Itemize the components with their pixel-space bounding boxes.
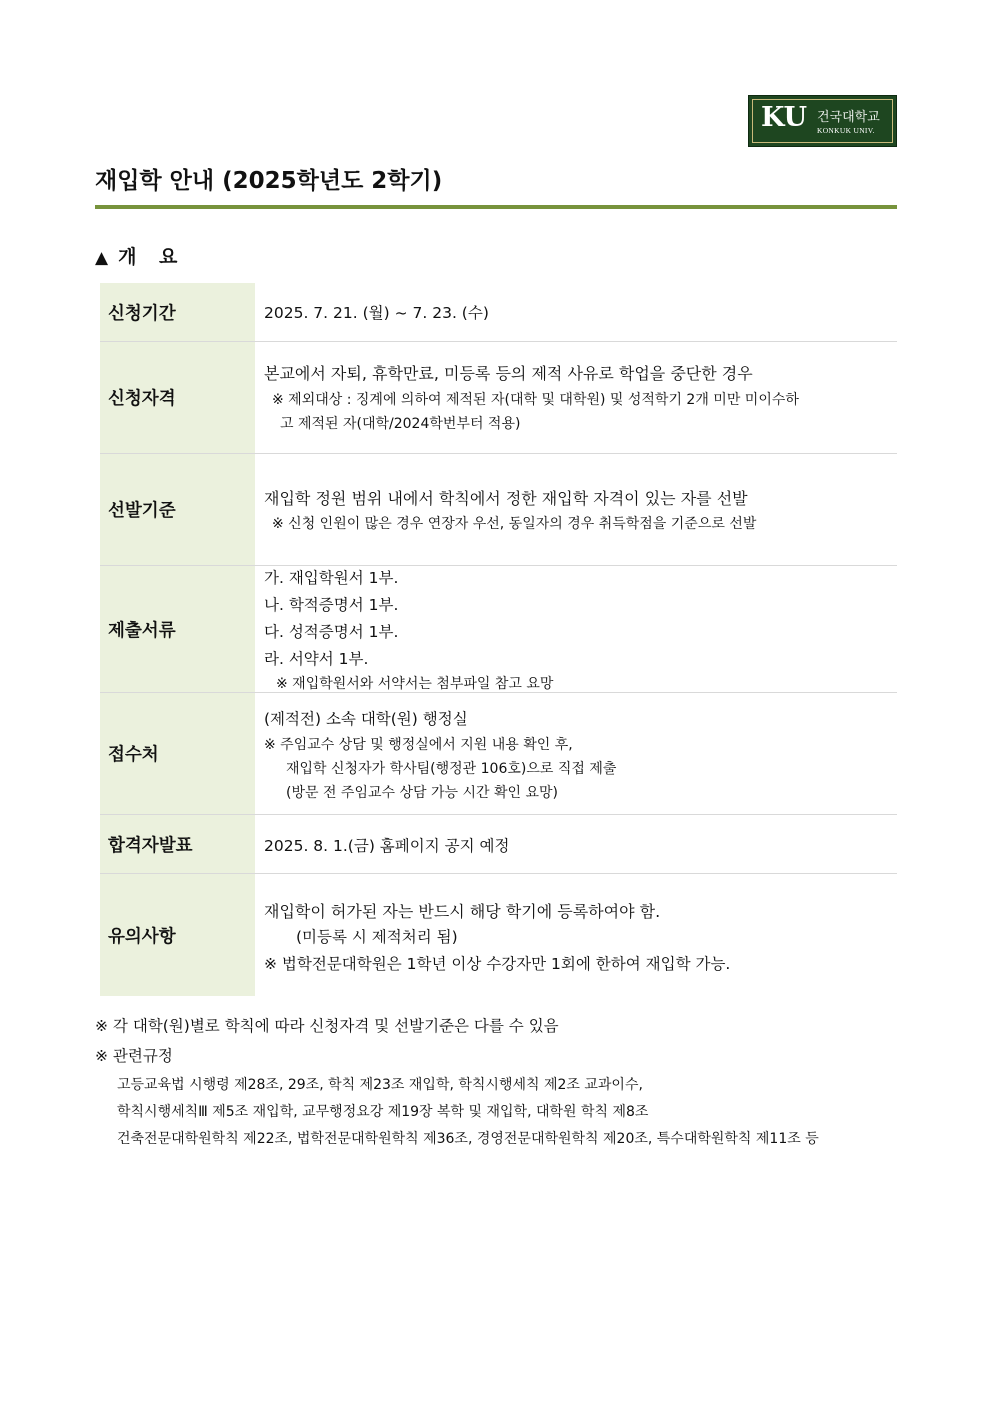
row-label-notes: 유의사항	[100, 874, 255, 996]
section-heading	[95, 242, 185, 269]
content-line: 재입학 신청자가 학사팀(행정관 106호)으로 직접 제출	[286, 761, 617, 777]
content-line: 본교에서 자퇴, 휴학만료, 미등록 등의 제적 사유로 학업을 중단한 경우	[264, 364, 753, 383]
content-line: 재입학 정원 범위 내에서 학칙에서 정한 재입학 자격이 있는 자를 선발	[264, 489, 748, 508]
content-line: (미등록 시 제적처리 됨)	[296, 928, 458, 946]
content-line: 라. 서약서 1부.	[264, 650, 369, 668]
regulation-line: 건축전문대학원학칙 제22조, 법학전문대학원학칙 제36조, 경영전문대학원학칙 제20조, 특수대학원학칙 제11조 등	[117, 1131, 819, 1147]
content-line: 재입학이 허가된 자는 반드시 해당 학기에 등록하여야 함.	[264, 902, 661, 921]
content-line: 나. 학적증명서 1부.	[264, 596, 399, 614]
footer-note: ※ 각 대학(원)별로 학칙에 따라 신청자격 및 선발기준은 다를 수 있음	[95, 1017, 559, 1035]
page-title: 재입학 안내 (2025학년도 2학기)	[95, 168, 443, 194]
university-logo	[748, 95, 897, 147]
footer-note-regulations: ※ 관련규정	[95, 1047, 173, 1065]
section-title: 개 요	[118, 246, 186, 268]
content-line: ※ 주임교수 상담 및 행정실에서 지원 내용 확인 후,	[264, 737, 573, 753]
content-line: ※ 법학전문대학원은 1학년 이상 수강자만 1회에 한하여 재입학 가능.	[264, 955, 731, 973]
content-line: ※ 재입학원서와 서약서는 첨부파일 참고 요망	[276, 676, 554, 692]
row-label-result-announcement: 합격자발표	[100, 815, 255, 873]
content-line: 다. 성적증명서 1부.	[264, 623, 399, 641]
title-divider	[95, 205, 897, 209]
logo-korean-name: 건국대학교	[817, 110, 880, 125]
content-line: ※ 제외대상 : 징계에 의하여 제적된 자(대학 및 대학원) 및 성적학기 2개 미만 미이수하	[272, 392, 799, 408]
row-label-eligibility: 신청자격	[100, 342, 255, 453]
row-label-application-period: 신청기간	[100, 283, 255, 341]
content-line: ※ 신청 인원이 많은 경우 연장자 우선, 동일자의 경우 취득학점을 기준으로 선발	[272, 516, 757, 532]
row-label-selection-criteria: 선발기준	[100, 454, 255, 565]
logo-english-name: KONKUK UNIV.	[817, 126, 875, 135]
regulation-line: 학칙시행세칙Ⅲ 제5조 재입학, 교무행정요강 제19장 복학 및 재입학, 대학원 학칙 제8조	[117, 1104, 649, 1120]
row-label-submission-office: 접수처	[100, 693, 255, 814]
content-line: 고 제적된 자(대학/2024학번부터 적용)	[280, 416, 521, 432]
content-line: 2025. 7. 21. (월) ~ 7. 23. (수)	[264, 304, 489, 322]
content-line: 가. 재입학원서 1부.	[264, 569, 399, 587]
regulation-line: 고등교육법 시행령 제28조, 29조, 학칙 제23조 재입학, 학칙시행세칙 제2조 교과이수,	[117, 1077, 643, 1093]
logo-mark: KU	[761, 102, 808, 133]
triangle-up-icon: ▲	[95, 248, 109, 268]
row-label-required-documents: 제출서류	[100, 566, 255, 692]
content-line: (제적전) 소속 대학(원) 행정실	[264, 710, 468, 728]
content-line: (방문 전 주임교수 상담 가능 시간 확인 요망)	[286, 785, 558, 801]
content-line: 2025. 8. 1.(금) 홈페이지 공지 예정	[264, 837, 510, 855]
